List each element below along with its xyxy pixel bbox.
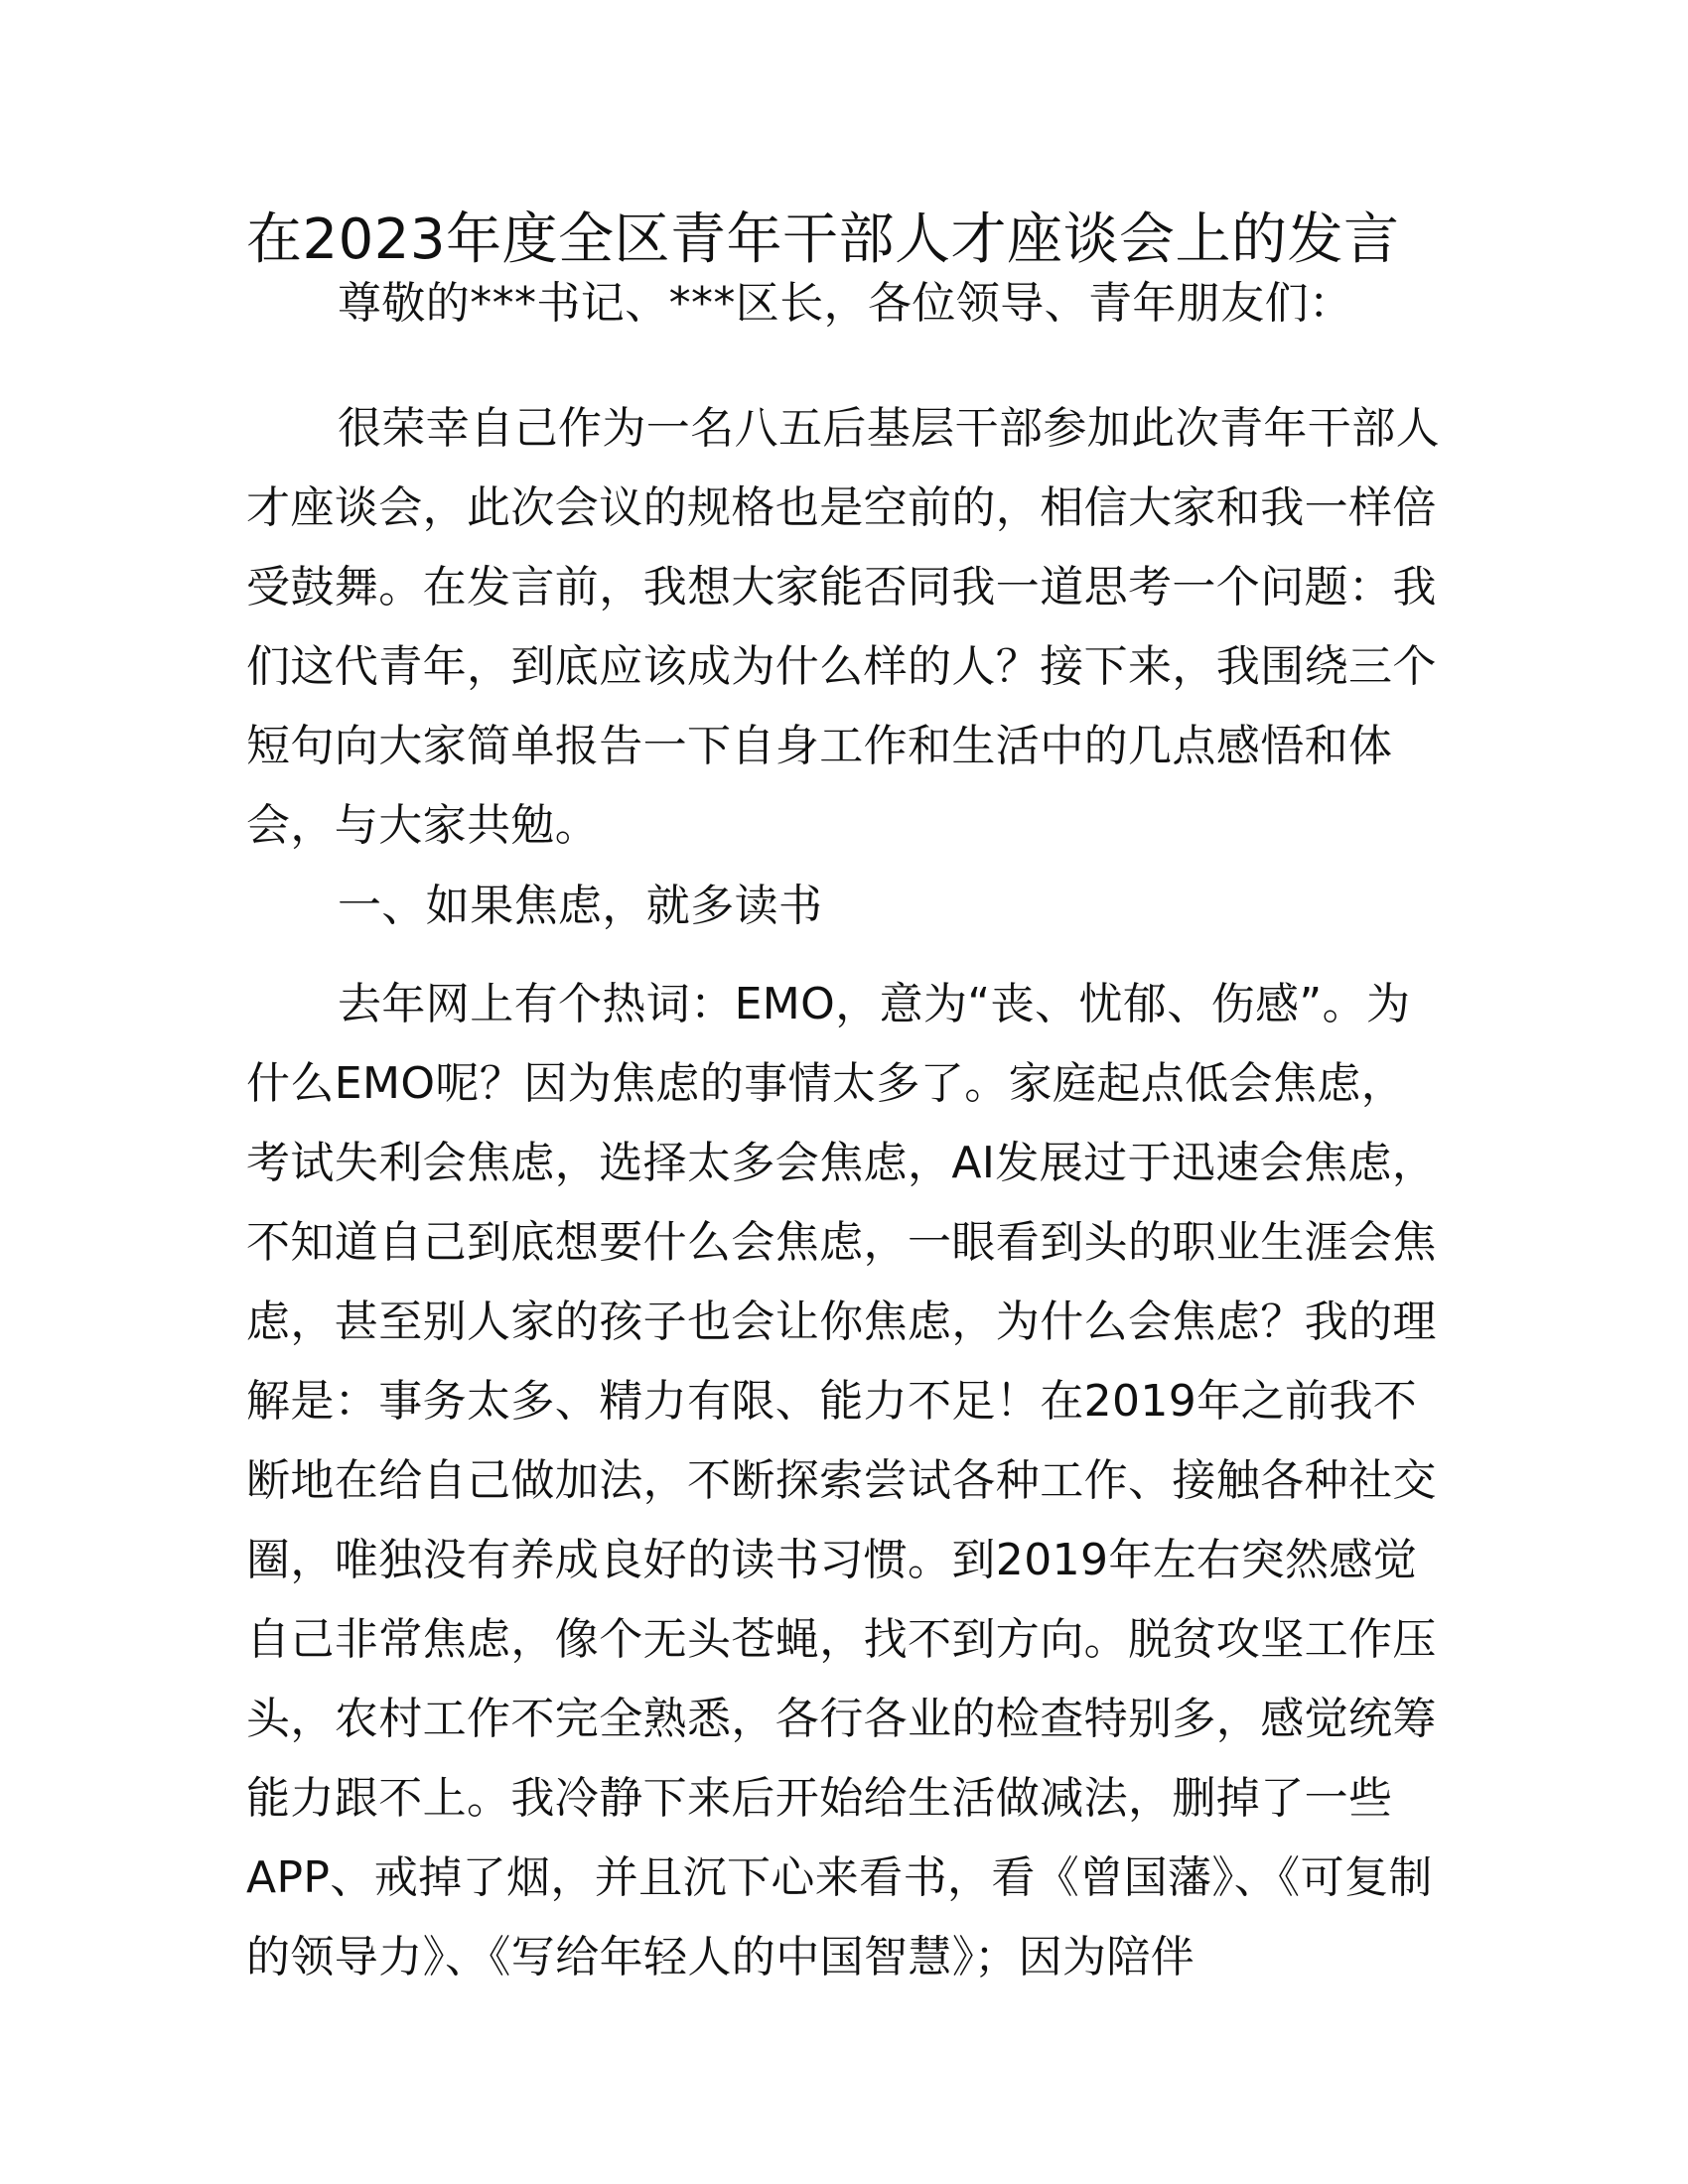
paragraph-body: 去年网上有个热词：EMO，意为“丧、忧郁、伤感”。为什么EMO呢？因为焦虑的事情太多了。家庭起点低会焦虑，考试失利会焦虑，选择太多会焦虑，AI发展过于迅速会焦虑，不知道自己到底想要什么会焦虑，一眼看到头的职业生涯会焦虑，甚至别人家的孩子也会让你焦虑，为什么会焦虑？我的理解是：事务太多、精力有限、能力不足！在2019年之前我不断地在给自己做加法，不断探索尝试各种工作、接触各种社交圈，唯独没有养成良好的读书习惯。到2019年左右突然感觉自己非常焦虑，像个无头苍蝇，找不到方向。脱贫攻坚工作压头，农村工作不完全熟悉，各行各业的检查特别多，感觉统筹能力跟不上。我冷静下来后开始给生活做减法，删掉了一些APP、戒掉了烟，并且沉下心来看书，看《曾国藩》、《可复制的领导力》、《写给年轻人的中国智慧》；因为陪伴 — [246, 979, 1437, 1982]
paragraph-opening: 很荣幸自己作为一名八五后基层干部参加此次青年干部人才座谈会，此次会议的规格也是空前的，相信大家和我一样倍受鼓舞。在发言前，我想大家能否同我一道思考一个问题：我们这代青年，到底应该成为什么样的人？接下来，我围绕三个短句向大家简单报告一下自身工作和生活中的几点感悟和体会，与大家共勉。 — [246, 403, 1440, 851]
salutation: 尊敬的***书记、***区长，各位领导、青年朋友们： — [338, 278, 1353, 329]
document-title: 在2023年度全区青年干部人才座谈会上的发言 — [246, 207, 1400, 272]
section-heading: 一、如果焦虑，就多读书 — [338, 881, 823, 931]
